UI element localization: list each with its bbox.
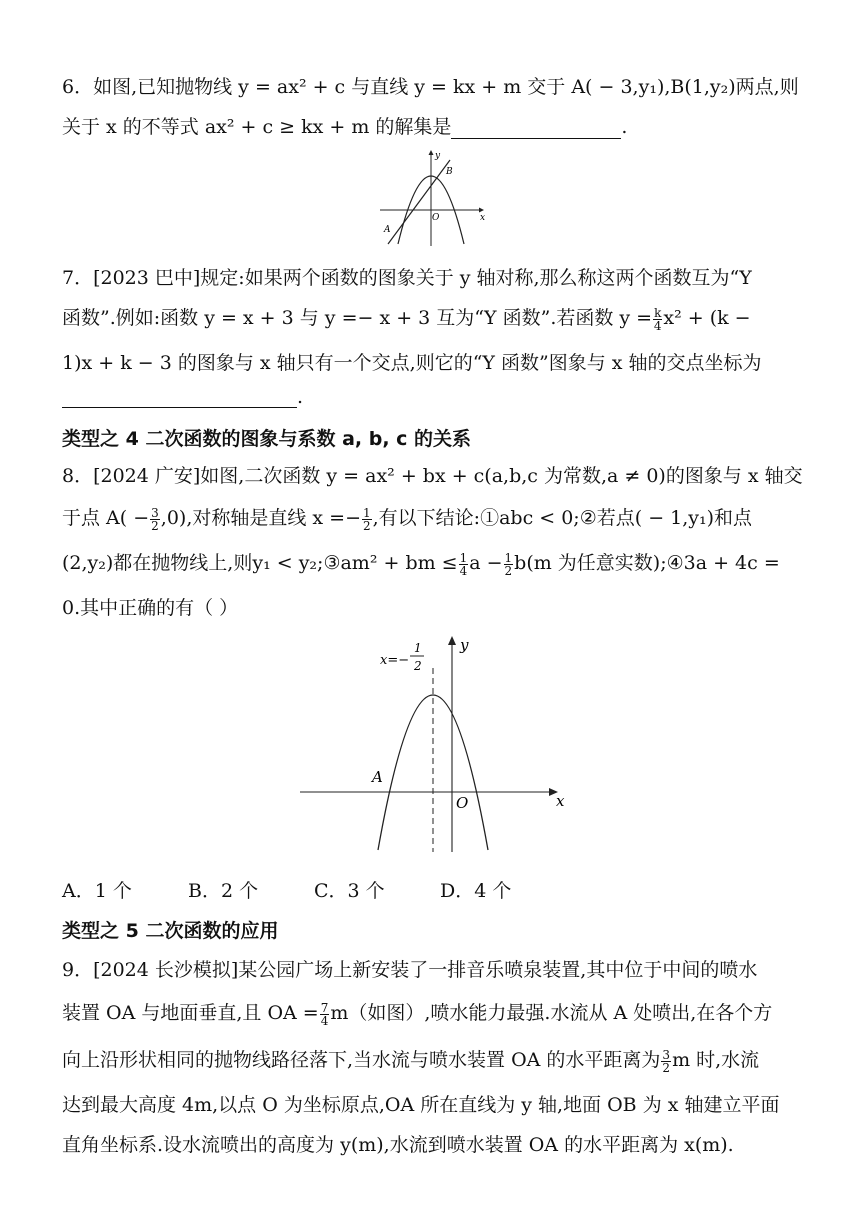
q9-line-3 [62,1045,759,1074]
choice-b[interactable]: B．2 个 [188,880,259,902]
q8-line-3-c: b(m 为任意实数);④3a + 4c = [514,552,780,574]
q9-line-3-b: m 时,水流 [672,1049,760,1071]
q7-line-1: 7．[2023 巴中]规定:如果两个函数的图象关于 y 轴对称,那么称这两个函数互为“Y [62,267,752,289]
q9-line-2-b: m（如图）,喷水能力最强.水流从 A 处喷出,在各个方 [330,1002,773,1024]
choice-c[interactable]: C．3 个 [314,880,385,902]
q8-y-arrow [448,636,456,645]
q9-line-4: 达到最大高度 4m,以点 O 为坐标原点,OA 所在直线为 y 轴,地面 OB 为 x 轴建立平面 [62,1094,780,1116]
q8-frac-4 [504,552,514,577]
q8-label-o: O [456,794,469,812]
q7-line-3: 1)x + k − 3 的图象与 x 轴只有一个交点,则它的“Y 函数”图象与 x 轴的交点坐标为 [62,352,762,374]
q8-line-2-a: 于点 A( − [62,507,150,529]
q7-line-2 [62,303,751,332]
q8-axis-num: 1 [414,641,422,655]
q8-line-2-c: ,有以下结论:①abc < 0;②若点( − 1,y₁)和点 [372,507,753,529]
q8-frac-4-num: 1 [504,550,513,565]
q7-line-4-end: . [297,386,304,408]
choice-d[interactable]: D．4 个 [440,880,512,902]
q9-frac-1-num: 7 [320,1000,329,1015]
q8-line-2 [62,503,752,532]
q8-line-3 [62,548,780,577]
q9-line-2-a: 装置 OA 与地面垂直,且 OA = [62,1002,319,1024]
q8-axis-den: 2 [414,659,422,673]
q8-line-3-a: (2,y₂)都在抛物线上,则y₁ < y₂;③am² + bm ≤ [62,552,458,574]
q6-label-o: O [432,213,440,223]
q8-line-4: 0.其中正确的有（ ） [62,597,239,619]
q6-line-2-end: . [621,116,628,138]
q9-frac-1-den: 4 [320,1013,329,1028]
q6-line-2 [62,112,627,139]
choice-a[interactable]: A．1 个 [62,880,132,902]
q8-frac-1-den: 2 [151,518,159,533]
q6-line-2-text: 关于 x 的不等式 ax² + c ≥ kx + m 的解集是 [62,116,452,138]
q6-figure [380,148,490,248]
q8-frac-2-num: 1 [363,505,371,520]
q9-frac-2-den: 2 [662,1060,671,1075]
q6-x-arrow [479,208,484,213]
q8-axis-label: x=− [380,653,410,668]
q7-frac-den: 4 [653,318,662,333]
q9-frac-1 [320,1002,330,1027]
q9-frac-2-num: 3 [662,1047,671,1062]
q6-line [388,160,450,244]
q9-line-1: 9．[2024 长沙模拟]某公园广场上新安装了一排音乐喷泉装置,其中位于中间的喷水 [62,959,758,981]
section-heading-type4: 类型之 4 二次函数的图象与系数 a, b, c 的关系 [62,428,472,450]
section-heading-type5: 类型之 5 二次函数的应用 [62,920,279,942]
q9-frac-2 [661,1049,671,1074]
q6-label-y: y [435,151,441,161]
q7-line-2-end: x² + (k − [663,307,751,329]
q8-frac-2 [362,507,372,532]
q8-frac-4-den: 2 [504,563,513,578]
q6-label-b: B [446,167,453,177]
q9-line-5: 直角坐标系.设水流喷出的高度为 y(m),水流到喷水装置 OA 的水平距离为 x(m). [62,1134,734,1156]
q8-frac-1-num: 3 [151,505,159,520]
q6-label-a: A [384,225,391,235]
q8-frac-3-num: 1 [459,550,468,565]
q8-label-x: x [556,792,565,810]
q7-frac-num: k [654,305,662,320]
answer-blank[interactable] [451,116,621,139]
q8-label-a: A [372,768,383,786]
q8-line-2-b: ,0),对称轴是直线 x =− [160,507,361,529]
q8-frac-3-den: 4 [459,563,468,578]
q6-label-x: x [480,213,486,223]
q8-frac-2-den: 2 [363,518,371,533]
q7-line-2-text: 函数”.例如:函数 y = x + 3 与 y =− x + 3 互为“Y 函数”.若函数 y = [62,307,653,329]
answer-blank[interactable] [62,385,297,408]
q8-frac-3 [459,552,469,577]
q9-line-2 [62,998,772,1027]
q6-y-arrow [429,150,434,155]
q8-line-1: 8．[2024 广安]如图,二次函数 y = ax² + bx + c(a,b,c 为常数,a ≠ 0)的图象与 x 轴交 [62,465,803,487]
q7-line-4 [62,385,303,408]
q8-label-y: y [460,636,469,654]
q6-line-1: 6．如图,已知抛物线 y = ax² + c 与直线 y = kx + m 交于 A( − 3,y₁),B(1,y₂)两点,则 [62,76,799,98]
q8-frac-1 [150,507,160,532]
q8-figure [290,630,580,860]
q8-line-3-b: a − [469,552,503,574]
q9-line-3-a: 向上沿形状相同的抛物线路径落下,当水流与喷水装置 OA 的水平距离为 [62,1049,661,1071]
q7-fraction [653,307,662,332]
